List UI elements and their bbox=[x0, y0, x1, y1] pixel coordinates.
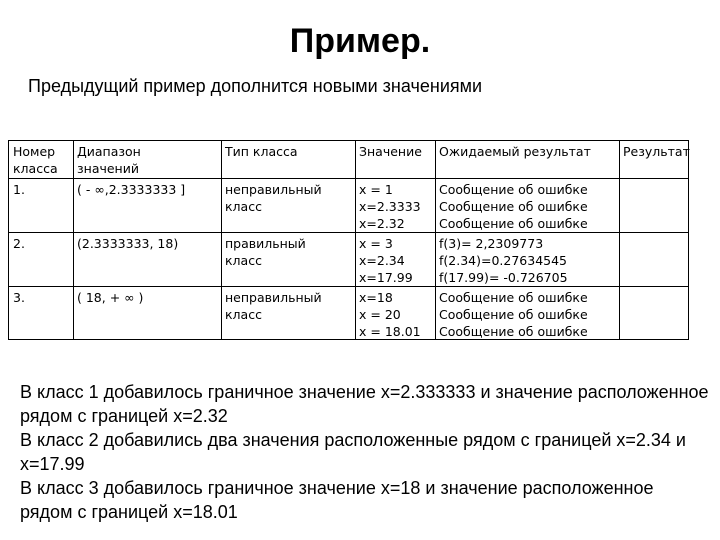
conclusion-paragraph: В класс 2 добавились два значения расположенные рядом с границей x=2.34 и x=17.99 bbox=[20, 430, 686, 474]
row-number: 1. bbox=[13, 182, 25, 197]
table-divider bbox=[355, 141, 356, 339]
header-expected-result: Ожидаемый результат bbox=[439, 144, 591, 159]
test-cases-table bbox=[8, 140, 689, 340]
row-range: ( 18, + ∞ ) bbox=[77, 290, 144, 305]
header-value-range: Диапазон значений bbox=[77, 144, 141, 176]
row-type: правильный класс bbox=[225, 236, 306, 268]
row-number: 2. bbox=[13, 236, 25, 251]
header-class-number: Номер класса bbox=[13, 144, 58, 176]
header-result: Результат bbox=[623, 144, 690, 159]
table-divider bbox=[9, 232, 688, 233]
table-row bbox=[9, 233, 688, 287]
row-range: (2.3333333, 18) bbox=[77, 236, 179, 251]
row-result bbox=[619, 233, 690, 287]
row-result bbox=[619, 179, 690, 233]
table-divider bbox=[9, 178, 688, 179]
row-expected: Сообщение об ошибке Сообщение об ошибке Сообщение об ошибке bbox=[439, 290, 588, 339]
table-divider bbox=[435, 141, 436, 339]
table-header-row bbox=[9, 141, 688, 179]
table-row bbox=[9, 287, 688, 339]
slide-subtitle: Предыдущий пример дополнится новыми значениями bbox=[28, 76, 483, 96]
row-type: неправильный класс bbox=[225, 182, 322, 214]
row-values: x = 3 x=2.34 x=17.99 bbox=[359, 236, 413, 285]
row-expected: f(3)= 2,2309773 f(2.34)=0.27634545 f(17.99)= -0.726705 bbox=[439, 236, 568, 285]
row-number: 3. bbox=[13, 290, 25, 305]
table-divider bbox=[73, 141, 74, 339]
header-class-type: Тип класса bbox=[225, 144, 298, 159]
slide-title: Пример. bbox=[289, 22, 431, 60]
conclusion-paragraph: В класс 1 добавилось граничное значение x=2.333333 и значение расположенное рядом с границей x=2.32 bbox=[20, 382, 709, 426]
table-row bbox=[9, 179, 688, 233]
row-result bbox=[619, 287, 690, 339]
conclusion-text bbox=[20, 380, 710, 524]
header-value: Значение bbox=[359, 144, 422, 159]
conclusion-paragraph: В класс 3 добавилось граничное значение x=18 и значение расположенное рядом с границей x=18.01 bbox=[20, 478, 654, 522]
row-range: ( - ∞,2.3333333 ] bbox=[77, 182, 186, 197]
row-expected: Сообщение об ошибке Сообщение об ошибке Сообщение об ошибке bbox=[439, 182, 588, 231]
table-divider bbox=[619, 141, 620, 339]
table-divider bbox=[9, 286, 688, 287]
row-values: x = 1 x=2.3333 x=2.32 bbox=[359, 182, 421, 231]
row-values: x=18 x = 20 x = 18.01 bbox=[359, 290, 421, 339]
row-type: неправильный класс bbox=[225, 290, 322, 322]
table-divider bbox=[221, 141, 222, 339]
